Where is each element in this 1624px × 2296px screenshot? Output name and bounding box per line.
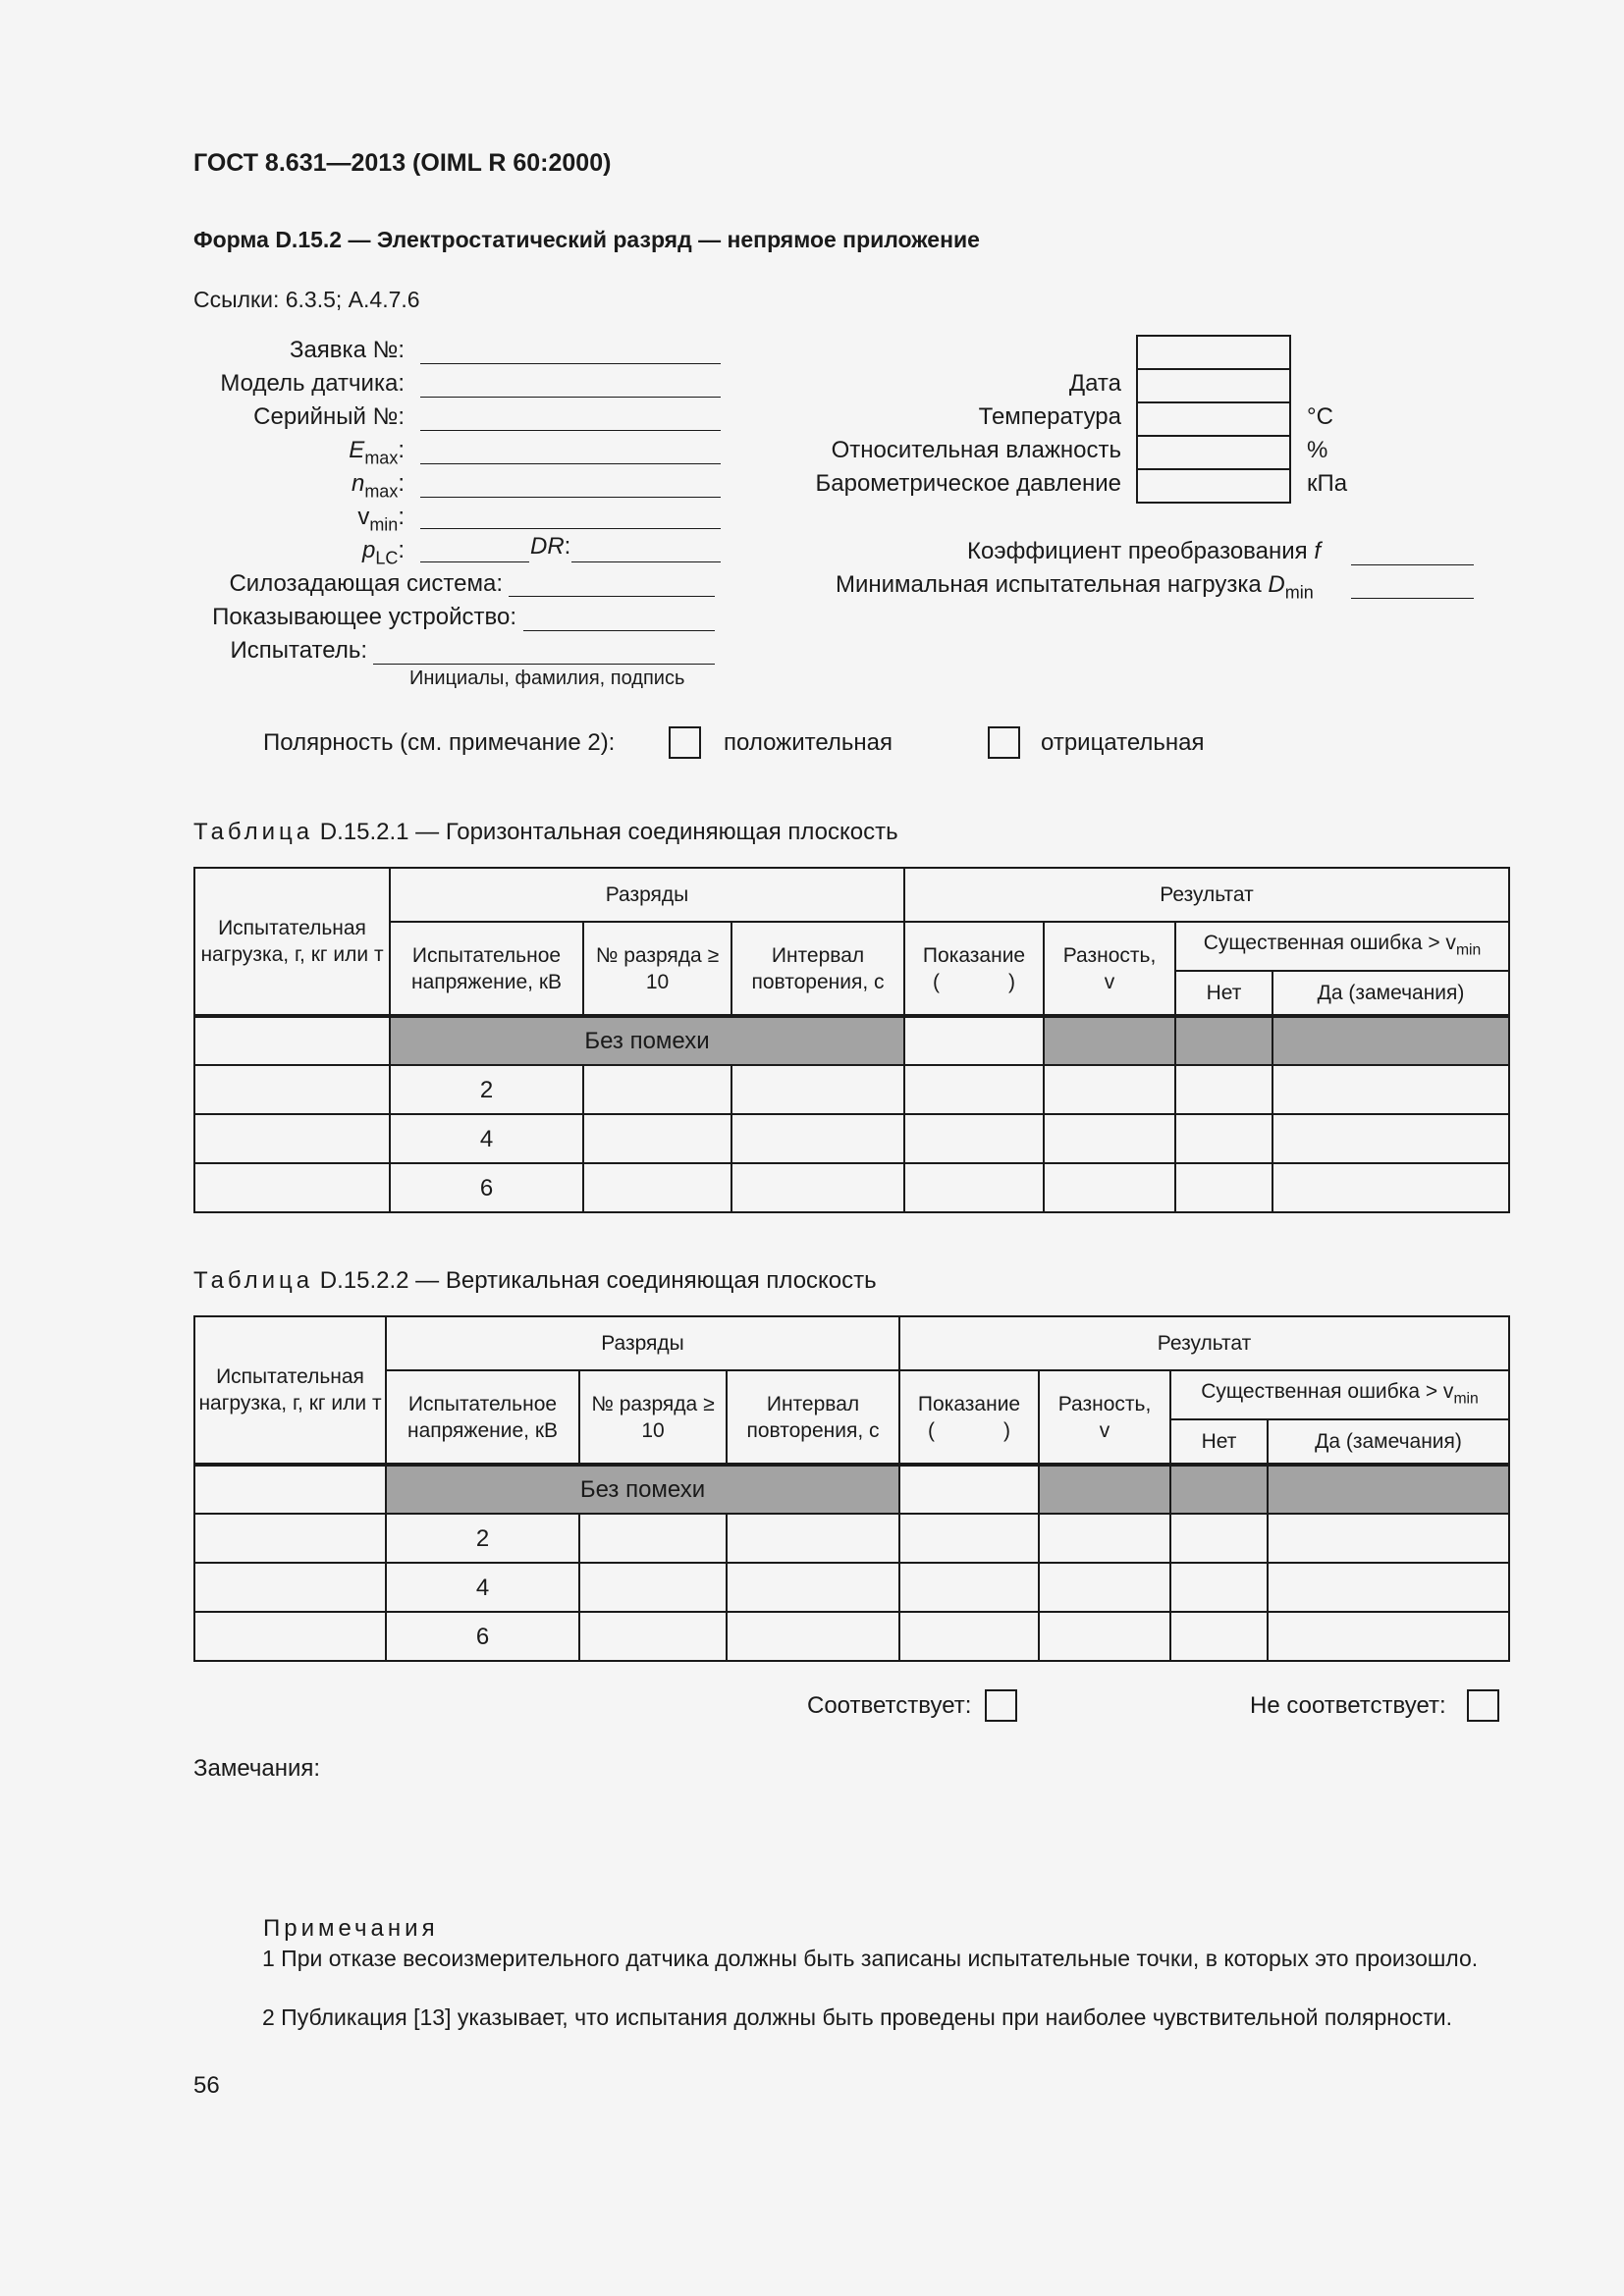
- complies-label: Соответствует:: [807, 1692, 972, 1719]
- col-difference-symbol: v: [1104, 970, 1115, 993]
- humidity-label: Относительная влажность: [831, 437, 1121, 463]
- pressure-label: Барометрическое давление: [815, 470, 1121, 497]
- voltage-cell: 6: [390, 1163, 583, 1212]
- col-significant-error-text: Существенная ошибка > v: [1201, 1379, 1454, 1403]
- voltage-cell: 2: [386, 1514, 579, 1563]
- tester-label: Испытатель:: [230, 637, 367, 664]
- table-cell[interactable]: [194, 1563, 386, 1612]
- load-system-field[interactable]: [509, 596, 715, 597]
- emax-subscript: max: [364, 448, 399, 468]
- cell-reading-baseline[interactable]: [904, 1016, 1044, 1065]
- cell-gray: [1170, 1465, 1268, 1514]
- table-cell[interactable]: [1175, 1163, 1272, 1212]
- date-box[interactable]: [1136, 368, 1291, 403]
- temperature-box[interactable]: [1136, 401, 1291, 437]
- page-number: 56: [193, 2072, 220, 2099]
- col-difference: [1044, 922, 1175, 1016]
- table-cell[interactable]: [194, 1163, 390, 1212]
- col-reading-text: Показание: [922, 943, 1026, 967]
- temperature-label: Температура: [978, 403, 1121, 430]
- col-reading-paren: ( ): [933, 970, 1016, 993]
- table-cell[interactable]: [583, 1114, 731, 1163]
- cell-gray: [1272, 1016, 1509, 1065]
- not-complies-label: Не соответствует:: [1250, 1692, 1446, 1719]
- plc-colon: :: [398, 537, 405, 563]
- emax-field[interactable]: [420, 463, 721, 464]
- complies-checkbox[interactable]: [985, 1689, 1017, 1722]
- plc-subscript: LC: [375, 548, 399, 568]
- min-test-load-label: [836, 571, 1314, 603]
- table-cell[interactable]: [194, 1114, 390, 1163]
- table-cell[interactable]: [1044, 1163, 1175, 1212]
- table2-caption-prefix: Таблица: [193, 1267, 314, 1294]
- col-difference-symbol: v: [1099, 1418, 1110, 1442]
- table-cell[interactable]: [194, 1612, 386, 1661]
- plc-label: [12, 537, 405, 568]
- table-cell[interactable]: [1272, 1163, 1509, 1212]
- header-box: [1136, 335, 1291, 370]
- col-repeat-interval: Интервал повторения, с: [727, 1370, 899, 1465]
- serial-field[interactable]: [420, 430, 721, 431]
- table-cell[interactable]: [1268, 1612, 1509, 1661]
- pressure-box[interactable]: [1136, 468, 1291, 504]
- table-cell[interactable]: [1175, 1065, 1272, 1114]
- group-result: Результат: [899, 1316, 1509, 1370]
- dr-field[interactable]: [571, 561, 721, 562]
- cell-load-baseline[interactable]: [194, 1016, 390, 1065]
- notes-title: Примечания: [263, 1915, 439, 1942]
- emax-label: [12, 437, 405, 468]
- table2-caption: [193, 1267, 877, 1295]
- table-cell[interactable]: [1170, 1612, 1268, 1661]
- dr-colon: :: [564, 533, 571, 560]
- table-horizontal-plane: [193, 867, 1510, 1213]
- col-no: Нет: [1170, 1419, 1268, 1465]
- table-cell[interactable]: [194, 1514, 386, 1563]
- no-interference-row: Без помехи: [386, 1465, 899, 1514]
- col-significant-error-sub: min: [1455, 941, 1482, 959]
- group-result: Результат: [904, 868, 1509, 922]
- cell-gray: [1268, 1465, 1509, 1514]
- col-discharge-number: № разряда ≥ 10: [579, 1370, 727, 1465]
- remarks-label: Замечания:: [193, 1755, 321, 1782]
- table-cell[interactable]: [899, 1563, 1039, 1612]
- table-cell[interactable]: [583, 1065, 731, 1114]
- table-cell[interactable]: [731, 1065, 904, 1114]
- dr-symbol: DR: [530, 533, 565, 560]
- table-cell[interactable]: [1272, 1065, 1509, 1114]
- cell-gray: [1175, 1016, 1272, 1065]
- polarity-positive-checkbox[interactable]: [669, 726, 701, 759]
- humidity-unit: %: [1307, 437, 1328, 463]
- table-cell[interactable]: [579, 1612, 727, 1661]
- min-test-load-subscript: min: [1284, 582, 1314, 603]
- sensor-model-field[interactable]: [420, 397, 721, 398]
- table-cell[interactable]: [727, 1612, 899, 1661]
- cell-gray: [1044, 1016, 1175, 1065]
- no-interference-row: Без помехи: [390, 1016, 904, 1065]
- vmin-colon: :: [398, 504, 405, 530]
- sensor-model-label: Модель датчика:: [220, 370, 405, 397]
- col-significant-error-text: Существенная ошибка > v: [1203, 931, 1456, 954]
- application-field[interactable]: [420, 363, 721, 364]
- table-cell[interactable]: [904, 1163, 1044, 1212]
- col-discharge-number: № разряда ≥ 10: [583, 922, 731, 1016]
- emax-symbol: E: [349, 437, 365, 463]
- min-test-load-symbol: D: [1268, 571, 1285, 598]
- table-cell[interactable]: [1175, 1114, 1272, 1163]
- conversion-coef-field[interactable]: [1351, 564, 1474, 565]
- nmax-subscript: max: [364, 481, 399, 502]
- table-cell[interactable]: [1170, 1514, 1268, 1563]
- vmin-field[interactable]: [420, 528, 721, 529]
- conversion-coef-label: [967, 538, 1321, 565]
- cell-reading-baseline[interactable]: [899, 1465, 1039, 1514]
- table-cell[interactable]: [579, 1563, 727, 1612]
- col-difference-text: Разность,: [1062, 943, 1157, 967]
- col-reading-paren: ( ): [928, 1418, 1011, 1442]
- vmin-label: [12, 504, 405, 535]
- table1-caption: [193, 819, 898, 846]
- conversion-coef-text: Коэффициент преобразования: [967, 538, 1308, 564]
- tester-hint: Инициалы, фамилия, подпись: [409, 667, 685, 689]
- table1-caption-prefix: Таблица: [193, 819, 314, 845]
- tester-field[interactable]: [373, 664, 715, 665]
- col-significant-error: [1170, 1370, 1509, 1419]
- table-cell[interactable]: [1039, 1612, 1170, 1661]
- table-cell[interactable]: [899, 1612, 1039, 1661]
- col-reading: [899, 1370, 1039, 1465]
- load-system-label: Силозадающая система:: [229, 570, 503, 597]
- nmax-label: [12, 470, 405, 502]
- nmax-colon: :: [398, 470, 405, 497]
- col-significant-error: [1175, 922, 1509, 971]
- temperature-unit: °C: [1307, 403, 1333, 430]
- voltage-cell: 4: [390, 1114, 583, 1163]
- col-yes-remarks: Да (замечания): [1268, 1419, 1509, 1465]
- table-cell[interactable]: [899, 1514, 1039, 1563]
- nmax-field[interactable]: [420, 497, 721, 498]
- table-cell[interactable]: [727, 1514, 899, 1563]
- table-cell[interactable]: [194, 1065, 390, 1114]
- table-cell[interactable]: [904, 1114, 1044, 1163]
- pressure-unit: кПа: [1307, 470, 1348, 497]
- note-1: 1 При отказе весоизмерительного датчика должны быть записаны испытательные точки, в которых это произошло.: [262, 1946, 1479, 1971]
- emax-colon: :: [398, 437, 405, 463]
- voltage-cell: 4: [386, 1563, 579, 1612]
- col-significant-error-sub: min: [1453, 1390, 1479, 1408]
- table-cell[interactable]: [1044, 1114, 1175, 1163]
- document-standard-title: ГОСТ 8.631—2013 (OIML R 60:2000): [193, 149, 612, 177]
- table-cell[interactable]: [583, 1163, 731, 1212]
- date-label: Дата: [1068, 370, 1121, 397]
- min-test-load-field[interactable]: [1351, 598, 1474, 599]
- plc-symbol: p: [361, 537, 376, 563]
- table-vertical-plane: [193, 1315, 1510, 1662]
- table-cell[interactable]: [1268, 1514, 1509, 1563]
- col-reading-text: Показание: [917, 1392, 1021, 1415]
- table2-caption-text: D.15.2.2 — Вертикальная соединяющая плоскость: [319, 1267, 877, 1294]
- application-label: Заявка №:: [289, 337, 405, 363]
- table-cell[interactable]: [731, 1114, 904, 1163]
- col-yes-remarks: Да (замечания): [1272, 971, 1509, 1016]
- table-cell[interactable]: [1272, 1114, 1509, 1163]
- table-cell[interactable]: [1039, 1514, 1170, 1563]
- table-cell[interactable]: [1268, 1563, 1509, 1612]
- table-cell[interactable]: [1170, 1563, 1268, 1612]
- col-test-voltage: Испытательное напряжение, кВ: [386, 1370, 579, 1465]
- plc-field[interactable]: [420, 561, 529, 562]
- cell-load-baseline[interactable]: [194, 1465, 386, 1514]
- indicator-label: Показывающее устройство:: [212, 604, 516, 630]
- polarity-positive-label: положительная: [724, 729, 893, 756]
- not-complies-checkbox[interactable]: [1467, 1689, 1499, 1722]
- table-cell[interactable]: [1044, 1065, 1175, 1114]
- table-cell[interactable]: [727, 1563, 899, 1612]
- table-cell[interactable]: [904, 1065, 1044, 1114]
- references: Ссылки: 6.3.5; A.4.7.6: [193, 287, 420, 312]
- humidity-box[interactable]: [1136, 435, 1291, 470]
- group-discharges: Разряды: [390, 868, 904, 922]
- note-2: 2 Публикация [13] указывает, что испытания должны быть проведены при наиболее чувствительной полярности.: [262, 2004, 1453, 2030]
- voltage-cell: 6: [386, 1612, 579, 1661]
- table-cell[interactable]: [731, 1163, 904, 1212]
- polarity-negative-checkbox[interactable]: [988, 726, 1020, 759]
- group-discharges: Разряды: [386, 1316, 899, 1370]
- nmax-symbol: n: [351, 470, 365, 497]
- vmin-subscript: min: [369, 514, 399, 535]
- indicator-field[interactable]: [523, 630, 715, 631]
- col-difference: [1039, 1370, 1170, 1465]
- serial-label: Серийный №:: [253, 403, 405, 430]
- col-difference-text: Разность,: [1057, 1392, 1152, 1415]
- polarity-label: Полярность (см. примечание 2):: [263, 729, 616, 756]
- polarity-negative-label: отрицательная: [1041, 729, 1205, 756]
- table-cell[interactable]: [579, 1514, 727, 1563]
- col-repeat-interval: Интервал повторения, с: [731, 922, 904, 1016]
- col-test-voltage: Испытательное напряжение, кВ: [390, 922, 583, 1016]
- col-no: Нет: [1175, 971, 1272, 1016]
- table1-caption-text: D.15.2.1 — Горизонтальная соединяющая плоскость: [319, 819, 898, 845]
- conversion-coef-symbol: f: [1314, 538, 1322, 564]
- voltage-cell: 2: [390, 1065, 583, 1114]
- min-test-load-text: Минимальная испытательная нагрузка: [836, 571, 1262, 598]
- col-reading: [904, 922, 1044, 1016]
- table-cell[interactable]: [1039, 1563, 1170, 1612]
- col-test-load: Испытательная нагрузка, г, кг или т: [194, 868, 390, 1016]
- cell-gray: [1039, 1465, 1170, 1514]
- form-title: Форма D.15.2 — Электростатический разряд — непрямое приложение: [193, 227, 980, 252]
- vmin-symbol: v: [357, 504, 370, 530]
- dr-label: [530, 533, 570, 561]
- col-test-load: Испытательная нагрузка, г, кг или т: [194, 1316, 386, 1465]
